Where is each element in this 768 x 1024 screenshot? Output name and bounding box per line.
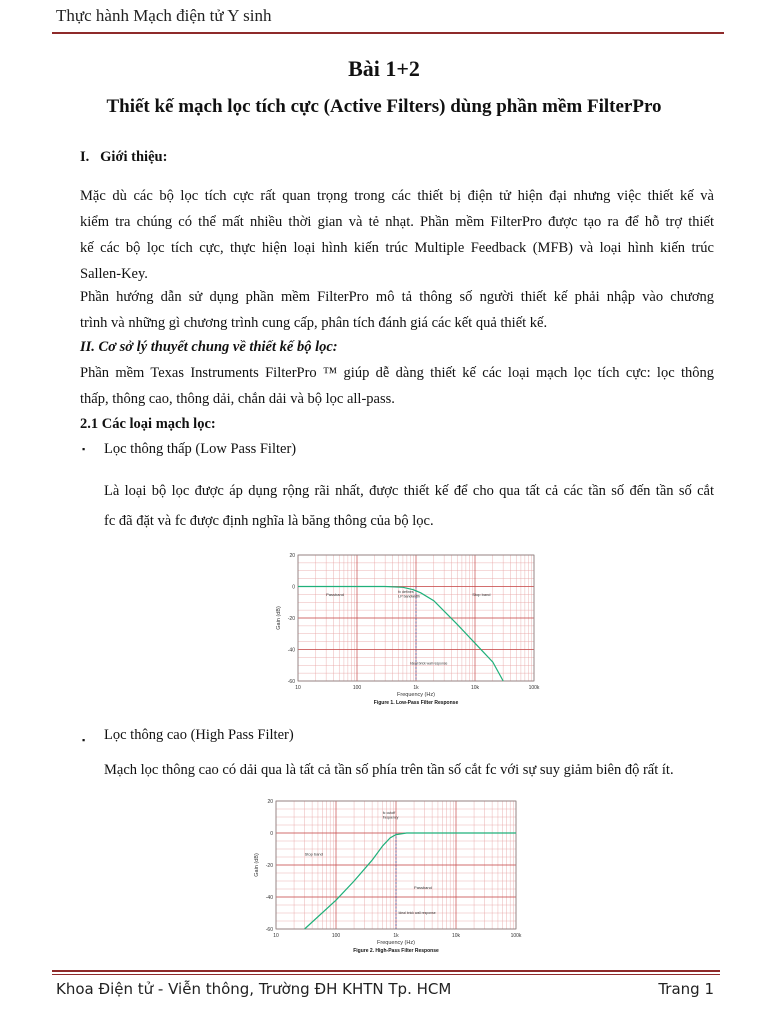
x-tick-label: 100k — [510, 933, 522, 939]
x-tick-label: 100 — [331, 933, 341, 939]
lowpass-chart — [268, 547, 548, 712]
y-tick-label: 20 — [267, 799, 273, 805]
figure-caption: Figure 1. Low-Pass Filter Response — [373, 700, 459, 706]
y-axis-label: Gain (dB) — [254, 853, 260, 877]
bullet-highpass: Lọc thông cao (High Pass Filter) — [104, 727, 294, 743]
y-tick-label: 0 — [292, 584, 295, 591]
text-line: Mặc dù các bộ lọc tích cực rất quan trọng trong các thiết bị điện tử hiện đại nhưng việc thiết kế và — [80, 188, 714, 204]
x-tick-label: 10k — [451, 933, 461, 939]
text-line: trình và những gì chương trình cung cấp, phân tích đánh giá các kết quả thiết kế. — [80, 315, 548, 331]
section2-para — [80, 360, 714, 412]
figure-caption: Figure 2. High-Pass Filter Response — [353, 948, 439, 954]
annotation-fc-bandwidth: LP bandwidth — [398, 594, 420, 599]
x-tick-label: 100 — [352, 685, 362, 691]
text-line: Phần hướng dẫn sử dụng phần mềm FilterPro mô tả thông số người thiết kế phải nhập vào chương — [80, 289, 714, 305]
section1-title: Giới thiệu: — [100, 149, 168, 165]
y-tick-label: -40 — [265, 895, 273, 901]
running-header: Thực hành Mạch điện tử Y sinh — [56, 6, 272, 25]
annotation-passband: Passband — [414, 885, 432, 890]
annotation-brickwall: Ideal brick wall response — [410, 661, 448, 666]
y-tick-label: 20 — [289, 553, 295, 559]
annotation-fc-defines: fc defines — [398, 589, 414, 594]
lowpass-description — [104, 478, 714, 534]
footer-rule-thin — [52, 974, 720, 975]
section1-heading — [80, 144, 167, 170]
section1-para2 — [80, 284, 714, 336]
highpass-description: Mạch lọc thông cao có dải qua là tất cả tần số phía trên tần số cắt fc với sự suy giảm biên độ rất ít. — [104, 762, 674, 778]
y-axis-label: Gain (dB) — [276, 606, 282, 630]
bullet-lowpass: Lọc thông thấp (Low Pass Filter) — [104, 441, 297, 457]
highpass-chart — [246, 793, 546, 961]
x-axis-label: Frequency (Hz) — [397, 692, 435, 698]
x-axis-label: Frequency (Hz) — [377, 940, 415, 946]
x-tick-label: 10k — [470, 685, 480, 691]
subsection-heading: 2.1 Các loại mạch lọc: — [80, 416, 216, 432]
annotation-stopband: Stop band — [304, 851, 323, 857]
text-line: kiểm tra chúng có thể mất nhiều thời gian và tẻ nhạt. Phần mềm FilterPro được tạo ra để hỗ trợ thiết — [80, 214, 714, 230]
footer-page-number: Trang 1 — [658, 980, 714, 998]
text-line: thấp, thông cao, thông dải, chắn dải và bộ lọc all-pass. — [80, 391, 395, 407]
footer-institution: Khoa Điện tử - Viễn thông, Trường ĐH KHTN Tp. HCM — [56, 980, 452, 998]
bullet-marker: ▪ — [82, 735, 86, 745]
text-line: Là loại bộ lọc được áp dụng rộng rãi nhất, được thiết kế để cho qua tất cả các tần số đến tần số cắt — [104, 483, 714, 499]
y-tick-label: 0 — [270, 831, 273, 837]
y-tick-label: -40 — [287, 647, 295, 654]
header-rule — [52, 32, 724, 34]
section2-heading: II. Cơ sở lý thuyết chung về thiết kế bộ lọc: — [80, 339, 338, 355]
text-line: Sallen-Key. — [80, 266, 148, 282]
text-line: Phần mềm Texas Instruments FilterPro ™ giúp dễ dàng thiết kế các loại mạch lọc tích cực: lọc thông — [80, 365, 714, 381]
x-tick-label: 100k — [528, 685, 540, 691]
x-tick-label: 1k — [413, 685, 419, 691]
section1-para1 — [80, 183, 714, 287]
page-title: Bài 1+2 — [348, 56, 420, 81]
annotation-fc-frequency: frequency — [382, 815, 399, 820]
page-subtitle: Thiết kế mạch lọc tích cực (Active Filters) dùng phần mềm FilterPro — [106, 96, 662, 117]
x-tick-label: 10 — [273, 933, 279, 939]
figure-lowpass — [268, 547, 548, 717]
y-tick-label: -60 — [287, 679, 295, 685]
section1-number: I. — [80, 149, 90, 165]
annotation-passband: Passband — [326, 591, 344, 597]
figure-highpass — [246, 793, 546, 966]
annotation-brickwall: Ideal brick wall response — [398, 910, 436, 915]
annotation-fc-cutoff: fc cutoff — [382, 810, 396, 815]
x-tick-label: 10 — [295, 685, 301, 691]
x-tick-label: 1k — [393, 933, 399, 939]
bullet-marker: ▪ — [82, 444, 86, 454]
y-tick-label: -20 — [265, 863, 273, 869]
y-tick-label: -20 — [287, 616, 295, 622]
annotation-stopband: Stop band — [472, 591, 491, 597]
text-line: kế các bộ lọc tích cực, thực hiện loại hình kiến trúc Multiple Feedback (MFB) và loại hình kiến trúc — [80, 240, 714, 256]
footer-rule — [52, 970, 720, 972]
text-line: fc đã đặt và fc được định nghĩa là băng thông của bộ lọc. — [104, 513, 434, 529]
y-tick-label: -60 — [265, 927, 273, 933]
